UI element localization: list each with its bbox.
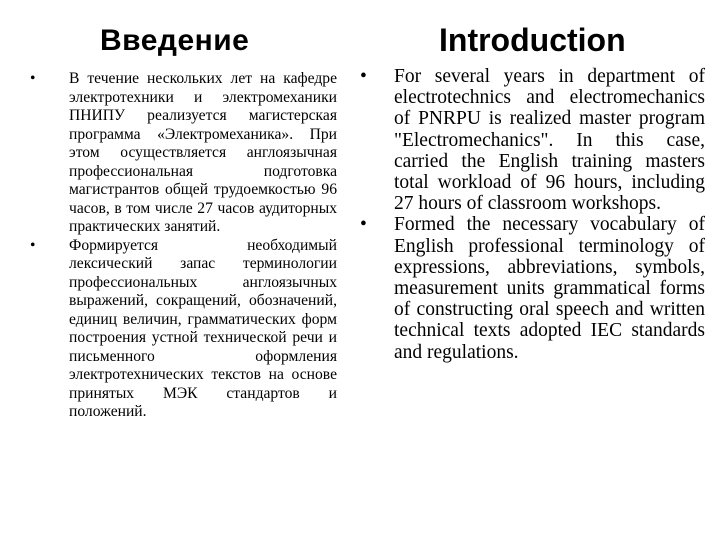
bullet-icon: • [30, 70, 36, 87]
english-bullet-item-1 [360, 66, 705, 215]
russian-bullet-item-1 [30, 70, 337, 237]
english-bullet-list [360, 66, 705, 363]
bullet-icon: • [360, 66, 367, 87]
english-bullet-text-2: Formed the necessary vocabulary of English professional terminology of expressions, abbreviations, symbols, measurement units grammatical forms of constructing oral speech and written technical texts adopted IEC standards and regulations. [394, 214, 705, 363]
russian-bullet-list [30, 70, 337, 422]
bullet-icon: • [360, 214, 367, 236]
english-bullet-item-2 [360, 214, 705, 363]
russian-bullet-text-2: Формируется необходимый лексический запас терминологии профессиональных англоязычных выражений, сокращений, обозначений, единиц величин, грамматических форм построения устной технической речи и письменного оформления электротехнических текстов на основе принятых МЭК стандартов и положений. [69, 236, 337, 420]
russian-title: Введение [100, 24, 250, 57]
russian-bullet-item-2 [30, 236, 337, 422]
english-bullet-text-1: For several years in department of electrotechnics and electromechanics of PNRPU is realized master program "Electromechanics". In this case, carried the English training masters total workload of 96 hours, including 27 hours of classroom workshops. [394, 66, 705, 215]
english-title: Introduction [439, 22, 626, 58]
russian-bullet-text-1: В течение нескольких лет на кафедре электротехники и электромеханики ПНИПУ реализуется магистерская программа «Электромеханика». При этом осуществляется англоязычная профессиональная подготовка магистрантов общей трудоемкостью 96 часов, в том числе 27 часов аудиторных практических занятий. [69, 70, 337, 235]
bullet-icon: • [30, 236, 36, 254]
